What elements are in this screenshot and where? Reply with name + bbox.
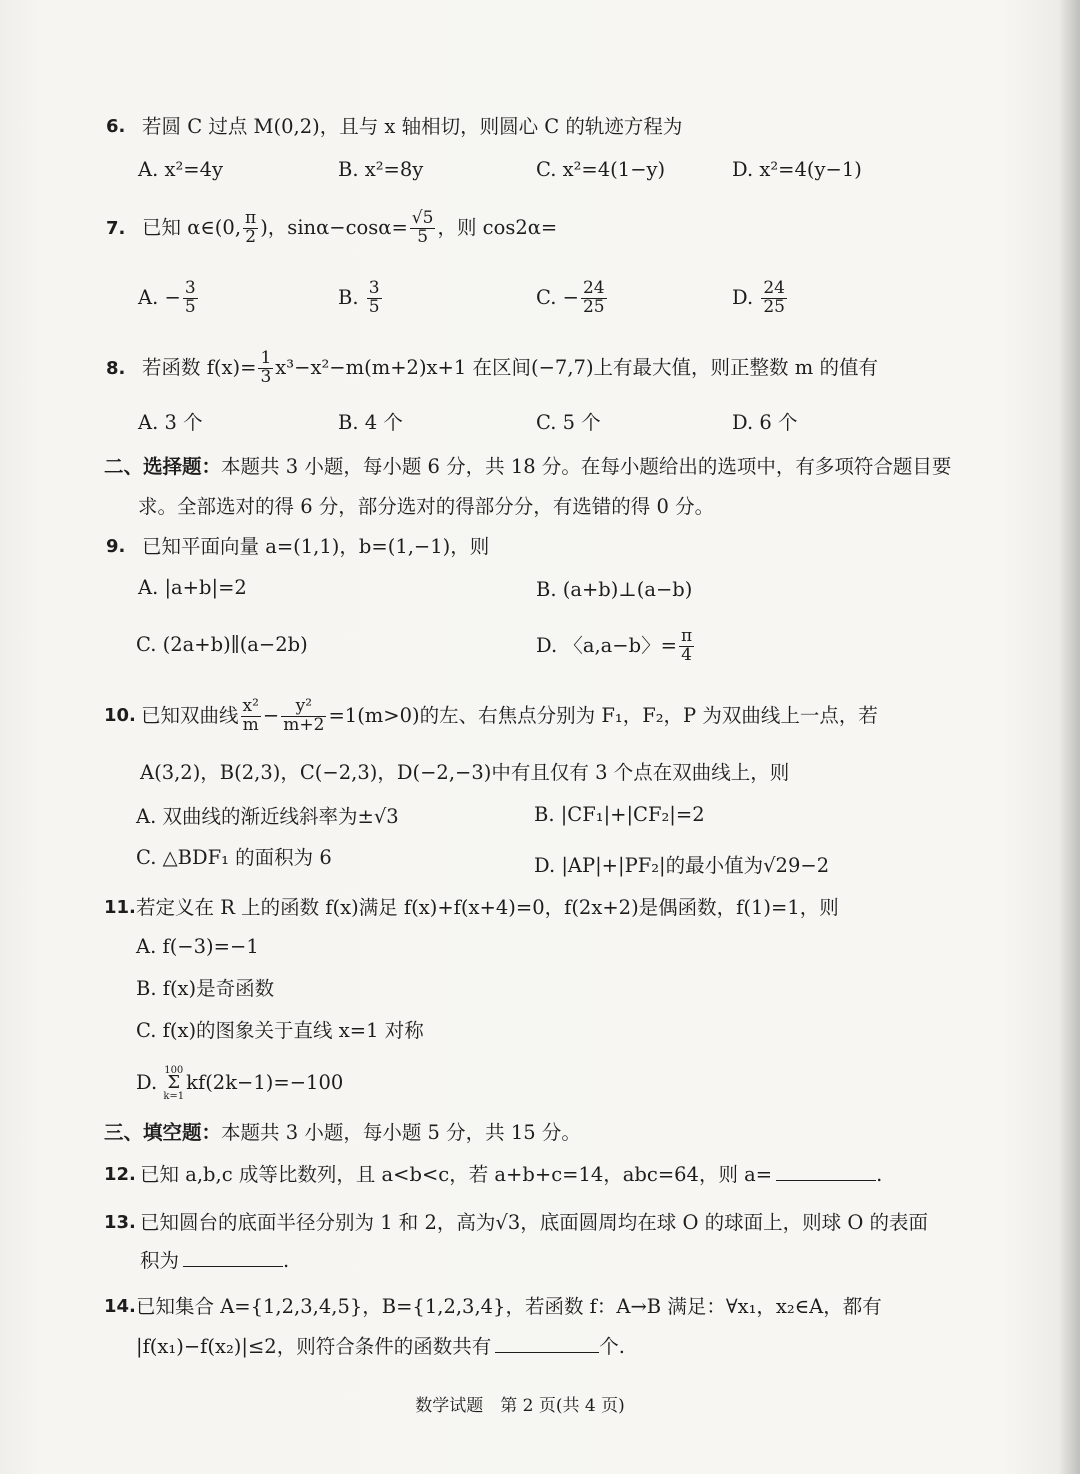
question-6-stem: 若圆 C 过点 M(0,2)，且与 x 轴相切，则圆心 C 的轨迹方程为 (142, 115, 683, 138)
q8-stem-part: 若函数 f(x)= (142, 356, 257, 379)
numerator: 24 (582, 278, 605, 299)
q7-option-b (338, 272, 384, 324)
q9-option-b: B. (a+b)⊥(a−b) (536, 578, 693, 601)
q10-stem-part: =1(m>0)的左、右焦点分别为 F₁，F₂，P 为双曲线上一点，若 (328, 704, 878, 727)
q7-pi-over-2 (243, 210, 258, 247)
q11-option-b: B. f(x)是奇函数 (136, 977, 275, 1000)
question-number: 10. (104, 705, 136, 726)
page-footer: 数学试题 第 2 页(共 4 页) (415, 1396, 625, 1416)
fraction (679, 628, 694, 665)
fraction (183, 280, 198, 317)
numerator: 24 (763, 278, 785, 299)
numerator: √5 (411, 208, 434, 229)
q9-option-a: A. |a+b|=2 (138, 576, 247, 599)
answer-blank[interactable] (183, 1252, 283, 1267)
q10-option-a: A. 双曲线的渐近线斜率为±√3 (136, 805, 399, 828)
option-label: C. − (536, 286, 579, 309)
answer-blank[interactable] (495, 1338, 599, 1353)
q10-stem-part: 已知双曲线 (141, 704, 239, 727)
question-number: 7. (106, 218, 126, 239)
question-8-stem (142, 342, 878, 394)
option-label: D. 〈a,a−b〉= (536, 634, 677, 657)
fraction (258, 350, 273, 387)
fraction (761, 280, 787, 317)
question-number: 6. (106, 116, 126, 137)
q8-option-a: A. 3 个 (138, 411, 203, 434)
q7-sqrt5-over-5 (410, 210, 436, 247)
denominator: 3 (260, 367, 272, 387)
q10-option-b: B. |CF₁|+|CF₂|=2 (534, 803, 705, 826)
q6-option-a: A. x²=4y (138, 158, 224, 181)
section-title: 二、选择题： (104, 455, 222, 478)
q9-option-c: C. (2a+b)∥(a−2b) (136, 633, 308, 656)
question-number: 12. (104, 1164, 136, 1185)
denominator: 25 (582, 297, 605, 317)
denominator: 25 (763, 297, 785, 317)
option-label: A. − (138, 286, 181, 309)
q7-option-c (536, 272, 609, 324)
q14-end: 个. (599, 1335, 625, 1358)
numerator: π (680, 626, 693, 647)
answer-blank[interactable] (776, 1166, 876, 1181)
q12-end: . (876, 1163, 883, 1186)
denominator: 5 (184, 297, 196, 317)
q11-option-d (136, 1060, 343, 1106)
q8-option-c: C. 5 个 (536, 411, 601, 434)
minus-sign: − (262, 704, 280, 727)
q8-option-b: B. 4 个 (338, 411, 403, 434)
denominator: 2 (245, 227, 257, 247)
denominator: 5 (368, 297, 380, 317)
question-number: 11. (104, 897, 136, 918)
q8-stem-part: x³−x²−m(m+2)x+1 在区间(−7,7)上有最大值，则正整数 m 的值有 (275, 356, 878, 379)
question-13-line1: 已知圆台的底面半径分别为 1 和 2，高为√3，底面圆周均在球 O 的球面上，则球 O 的表面 (140, 1211, 929, 1234)
question-12-stem (140, 1162, 882, 1188)
q14-text: |f(x₁)−f(x₂)|≤2，则符合条件的函数共有 (136, 1335, 492, 1358)
q12-text: 已知 a,b,c 成等比数列，且 a<b<c，若 a+b+c=14，abc=64，则 a= (140, 1163, 773, 1186)
question-10-line2: A(3,2)，B(2,3)，C(−2,3)，D(−2,−3)中有且仅有 3 个点在双曲线上，则 (140, 761, 790, 784)
question-number: 8. (106, 358, 126, 379)
option-label: D. (136, 1071, 158, 1094)
q7-stem-part: )，sinα−cosα= (260, 216, 408, 239)
q7-option-a (138, 272, 200, 324)
fraction (367, 280, 382, 317)
sum-lower-limit: k=1 (163, 1090, 185, 1102)
section-2-instructions-line2: 求。全部选对的得 6 分，部分选对的得部分分，有选错的得 0 分。 (138, 495, 715, 518)
question-7-stem (142, 202, 557, 254)
q11-option-a: A. f(−3)=−1 (136, 935, 259, 958)
question-number: 13. (104, 1212, 136, 1233)
question-14-line2 (136, 1334, 625, 1360)
fraction (581, 280, 607, 317)
option-label: D. (732, 286, 754, 309)
numerator: 3 (184, 278, 196, 299)
question-number: 14. (104, 1296, 136, 1317)
q13-end: . (283, 1249, 290, 1272)
summation (163, 1066, 184, 1100)
q8-option-d: D. 6 个 (732, 411, 798, 434)
section-instructions: 本题共 3 小题，每小题 6 分，共 18 分。在每小题给出的选项中，有多项符合题目要 (221, 455, 952, 478)
section-title: 三、填空题： (104, 1121, 222, 1144)
sum-upper-limit: 100 (164, 1065, 184, 1077)
section-instructions: 本题共 3 小题，每小题 5 分，共 15 分。 (221, 1121, 581, 1144)
q6-option-d: D. x²=4(y−1) (732, 158, 862, 181)
question-13-line2 (140, 1248, 289, 1274)
sum-sign: Σ (167, 1072, 181, 1094)
option-label: B. (338, 286, 359, 309)
section-3-header (104, 1120, 581, 1146)
question-11-stem: 若定义在 R 上的函数 f(x)满足 f(x)+f(x+4)=0，f(2x+2)是偶函数，f(1)=1，则 (136, 896, 839, 919)
question-9-stem: 已知平面向量 a=(1,1)，b=(1,−1)，则 (142, 535, 490, 558)
q6-option-c: C. x²=4(1−y) (536, 158, 666, 181)
section-2-header (104, 454, 951, 480)
fraction (241, 698, 261, 735)
question-14-line1: 已知集合 A={1,2,3,4,5}，B={1,2,3,4}，若函数 f：A→B 满足：∀x₁，x₂∈A，都有 (136, 1295, 882, 1318)
q9-option-d (536, 620, 696, 672)
q13-text: 积为 (140, 1249, 180, 1272)
question-10-stem (141, 689, 878, 743)
denominator: 4 (681, 645, 692, 665)
denominator: 5 (417, 227, 429, 247)
denominator: m+2 (283, 715, 325, 735)
option-expression: kf(2k−1)=−100 (186, 1071, 344, 1094)
page-edge-shadow (1058, 0, 1080, 1474)
numerator: y² (281, 698, 326, 717)
numerator: x² (242, 696, 259, 717)
q10-option-c: C. △BDF₁ 的面积为 6 (136, 846, 332, 869)
question-number: 9. (106, 536, 126, 557)
denominator: m (242, 715, 259, 735)
numerator: 1 (260, 348, 272, 369)
q7-option-d (732, 272, 789, 324)
q7-stem-part: ，则 cos2α= (437, 216, 558, 239)
fraction (281, 698, 326, 735)
q7-stem-part: 已知 α∈(0, (142, 216, 242, 239)
numerator: π (245, 208, 257, 229)
q11-option-c: C. f(x)的图象关于直线 x=1 对称 (136, 1019, 424, 1042)
q10-option-d: D. |AP|+|PF₂|的最小值为√29−2 (534, 854, 830, 877)
q6-option-b: B. x²=8y (338, 158, 424, 181)
numerator: 3 (368, 278, 380, 299)
